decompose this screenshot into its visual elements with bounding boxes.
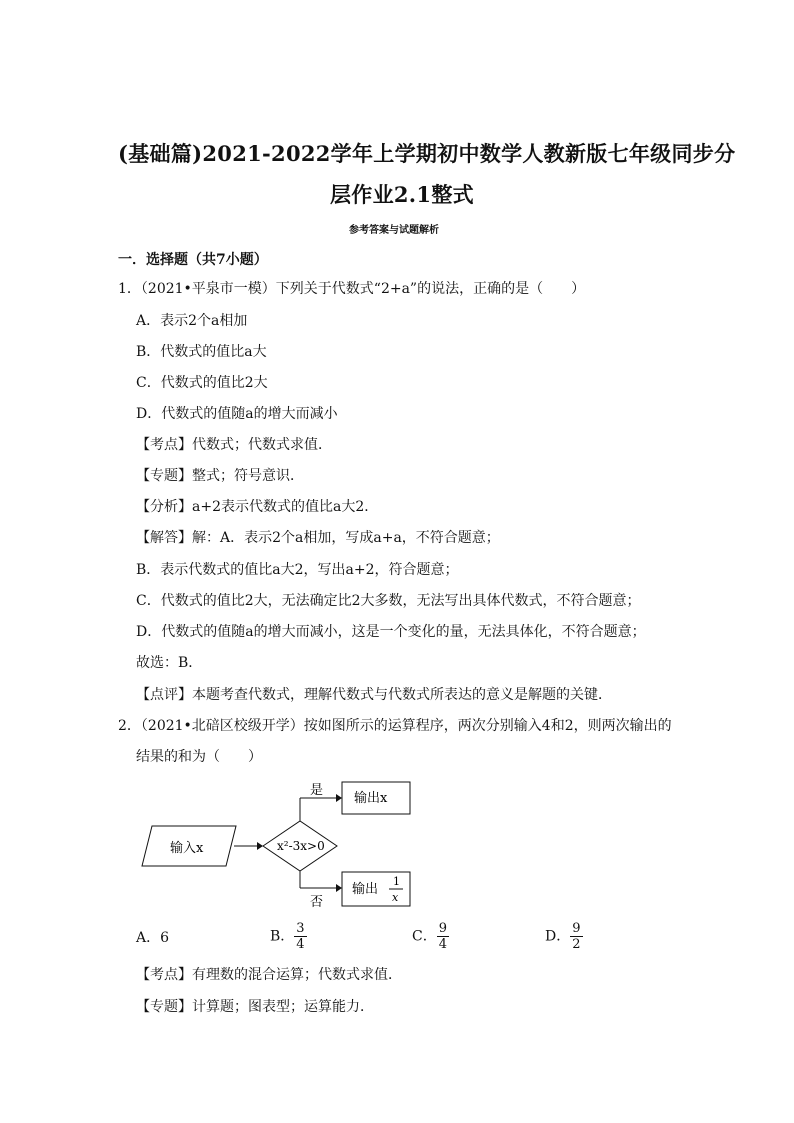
q2-option-a: A．6 — [136, 930, 170, 946]
fraction-numerator: 9 — [438, 921, 447, 936]
q2-stem-line2: 结果的和为（ ） — [136, 749, 262, 765]
jieda-text: 解：A．表示2个a相加，写成a+a，不符合题意； — [192, 530, 500, 546]
fraction-numerator: 9 — [572, 921, 581, 936]
flowchart — [130, 772, 430, 912]
jieda-tag: 【解答】 — [136, 530, 192, 546]
yes-arrow-head — [336, 794, 342, 802]
dianping-tag: 【点评】 — [136, 687, 192, 703]
fenxi-text: a+2表示代数式的值比a大2． — [192, 499, 379, 515]
no-label: 否 — [310, 895, 324, 910]
no-arrow-head — [336, 884, 342, 892]
fraction-denominator: 4 — [296, 937, 305, 952]
page-subtitle: 参考答案与试题解析 — [349, 225, 439, 236]
section-heading: 一．选择题（共7小题） — [118, 252, 268, 268]
q1-jieda-line-c: C．代数式的值比2大，无法确定比2大多数，无法写出具体代数式，不符合题意； — [136, 593, 641, 609]
output-no-numerator: 1 — [393, 875, 400, 888]
page-title-line2: 层作业2.1整式 — [330, 182, 474, 207]
q2-zhuanti — [136, 998, 374, 1016]
q1-answer: 故选：B． — [136, 655, 203, 671]
kaodian-text: 代数式；代数式求值． — [192, 437, 332, 453]
zhuanti-tag: 【专题】 — [136, 468, 192, 484]
q1-option-a: A．表示2个a相加 — [136, 313, 248, 329]
fraction-denominator: 4 — [438, 937, 447, 952]
q2-option-d-fraction — [570, 921, 582, 952]
q2-option-c-prefix: C． — [412, 928, 437, 945]
q2-option-b-prefix: B． — [270, 928, 295, 945]
fraction-denominator: 2 — [572, 937, 581, 952]
kaodian-text: 有理数的混合运算；代数式求值． — [192, 967, 402, 983]
dianping-text: 本题考查代数式，理解代数式与代数式所表达的意义是解题的关键． — [192, 687, 612, 703]
q2-kaodian — [136, 966, 402, 984]
q2-option-c — [412, 921, 449, 952]
output-no-prefix: 输出 — [352, 882, 379, 897]
page-title-line1: (基础篇)2021-2022学年上学期初中数学人教新版七年级同步分 — [118, 141, 736, 166]
yes-label: 是 — [310, 783, 324, 798]
q1-jieda — [136, 529, 500, 547]
q2-option-b — [270, 921, 307, 952]
q2-option-b-fraction — [294, 921, 306, 952]
fraction-numerator: 3 — [296, 921, 305, 936]
q1-option-b: B．代数式的值比a大 — [136, 344, 267, 360]
kaodian-tag: 【考点】 — [136, 437, 192, 453]
q1-option-c: C．代数式的值比2大 — [136, 375, 268, 391]
zhuanti-tag: 【专题】 — [136, 999, 192, 1015]
output-yes-label: 输出x — [354, 791, 388, 806]
q1-zhuanti — [136, 467, 304, 485]
zhuanti-text: 计算题；图表型；运算能力． — [192, 999, 374, 1015]
fenxi-tag: 【分析】 — [136, 499, 192, 515]
kaodian-tag: 【考点】 — [136, 967, 192, 983]
q1-jieda-line-d: D．代数式的值随a的增大而减小，这是一个变化的量，无法具体化，不符合题意； — [136, 624, 646, 640]
q1-fenxi — [136, 498, 378, 516]
q1-dianping — [136, 686, 612, 704]
q1-stem: 1．（2021•平泉市一模）下列关于代数式“2+a”的说法，正确的是（ ） — [118, 281, 586, 297]
output-no-denominator: x — [392, 891, 399, 904]
q2-stem-line1: 2．（2021•北碚区校级开学）按如图所示的运算程序，两次分别输入4和2，则两次输出的 — [118, 718, 672, 734]
q2-option-d — [545, 921, 583, 952]
q2-option-d-prefix: D． — [545, 928, 571, 945]
q1-jieda-line-b: B．表示代数式的值比a大2，写出a+2，符合题意； — [136, 562, 459, 578]
arrow-head — [257, 842, 263, 850]
q1-option-d: D．代数式的值随a的增大而减小 — [136, 406, 338, 422]
input-label: 输入x — [170, 841, 204, 856]
condition-label: x²-3x>0 — [277, 839, 325, 853]
q2-option-c-fraction — [437, 921, 449, 952]
zhuanti-text: 整式；符号意识． — [192, 468, 304, 484]
q1-kaodian — [136, 436, 332, 454]
